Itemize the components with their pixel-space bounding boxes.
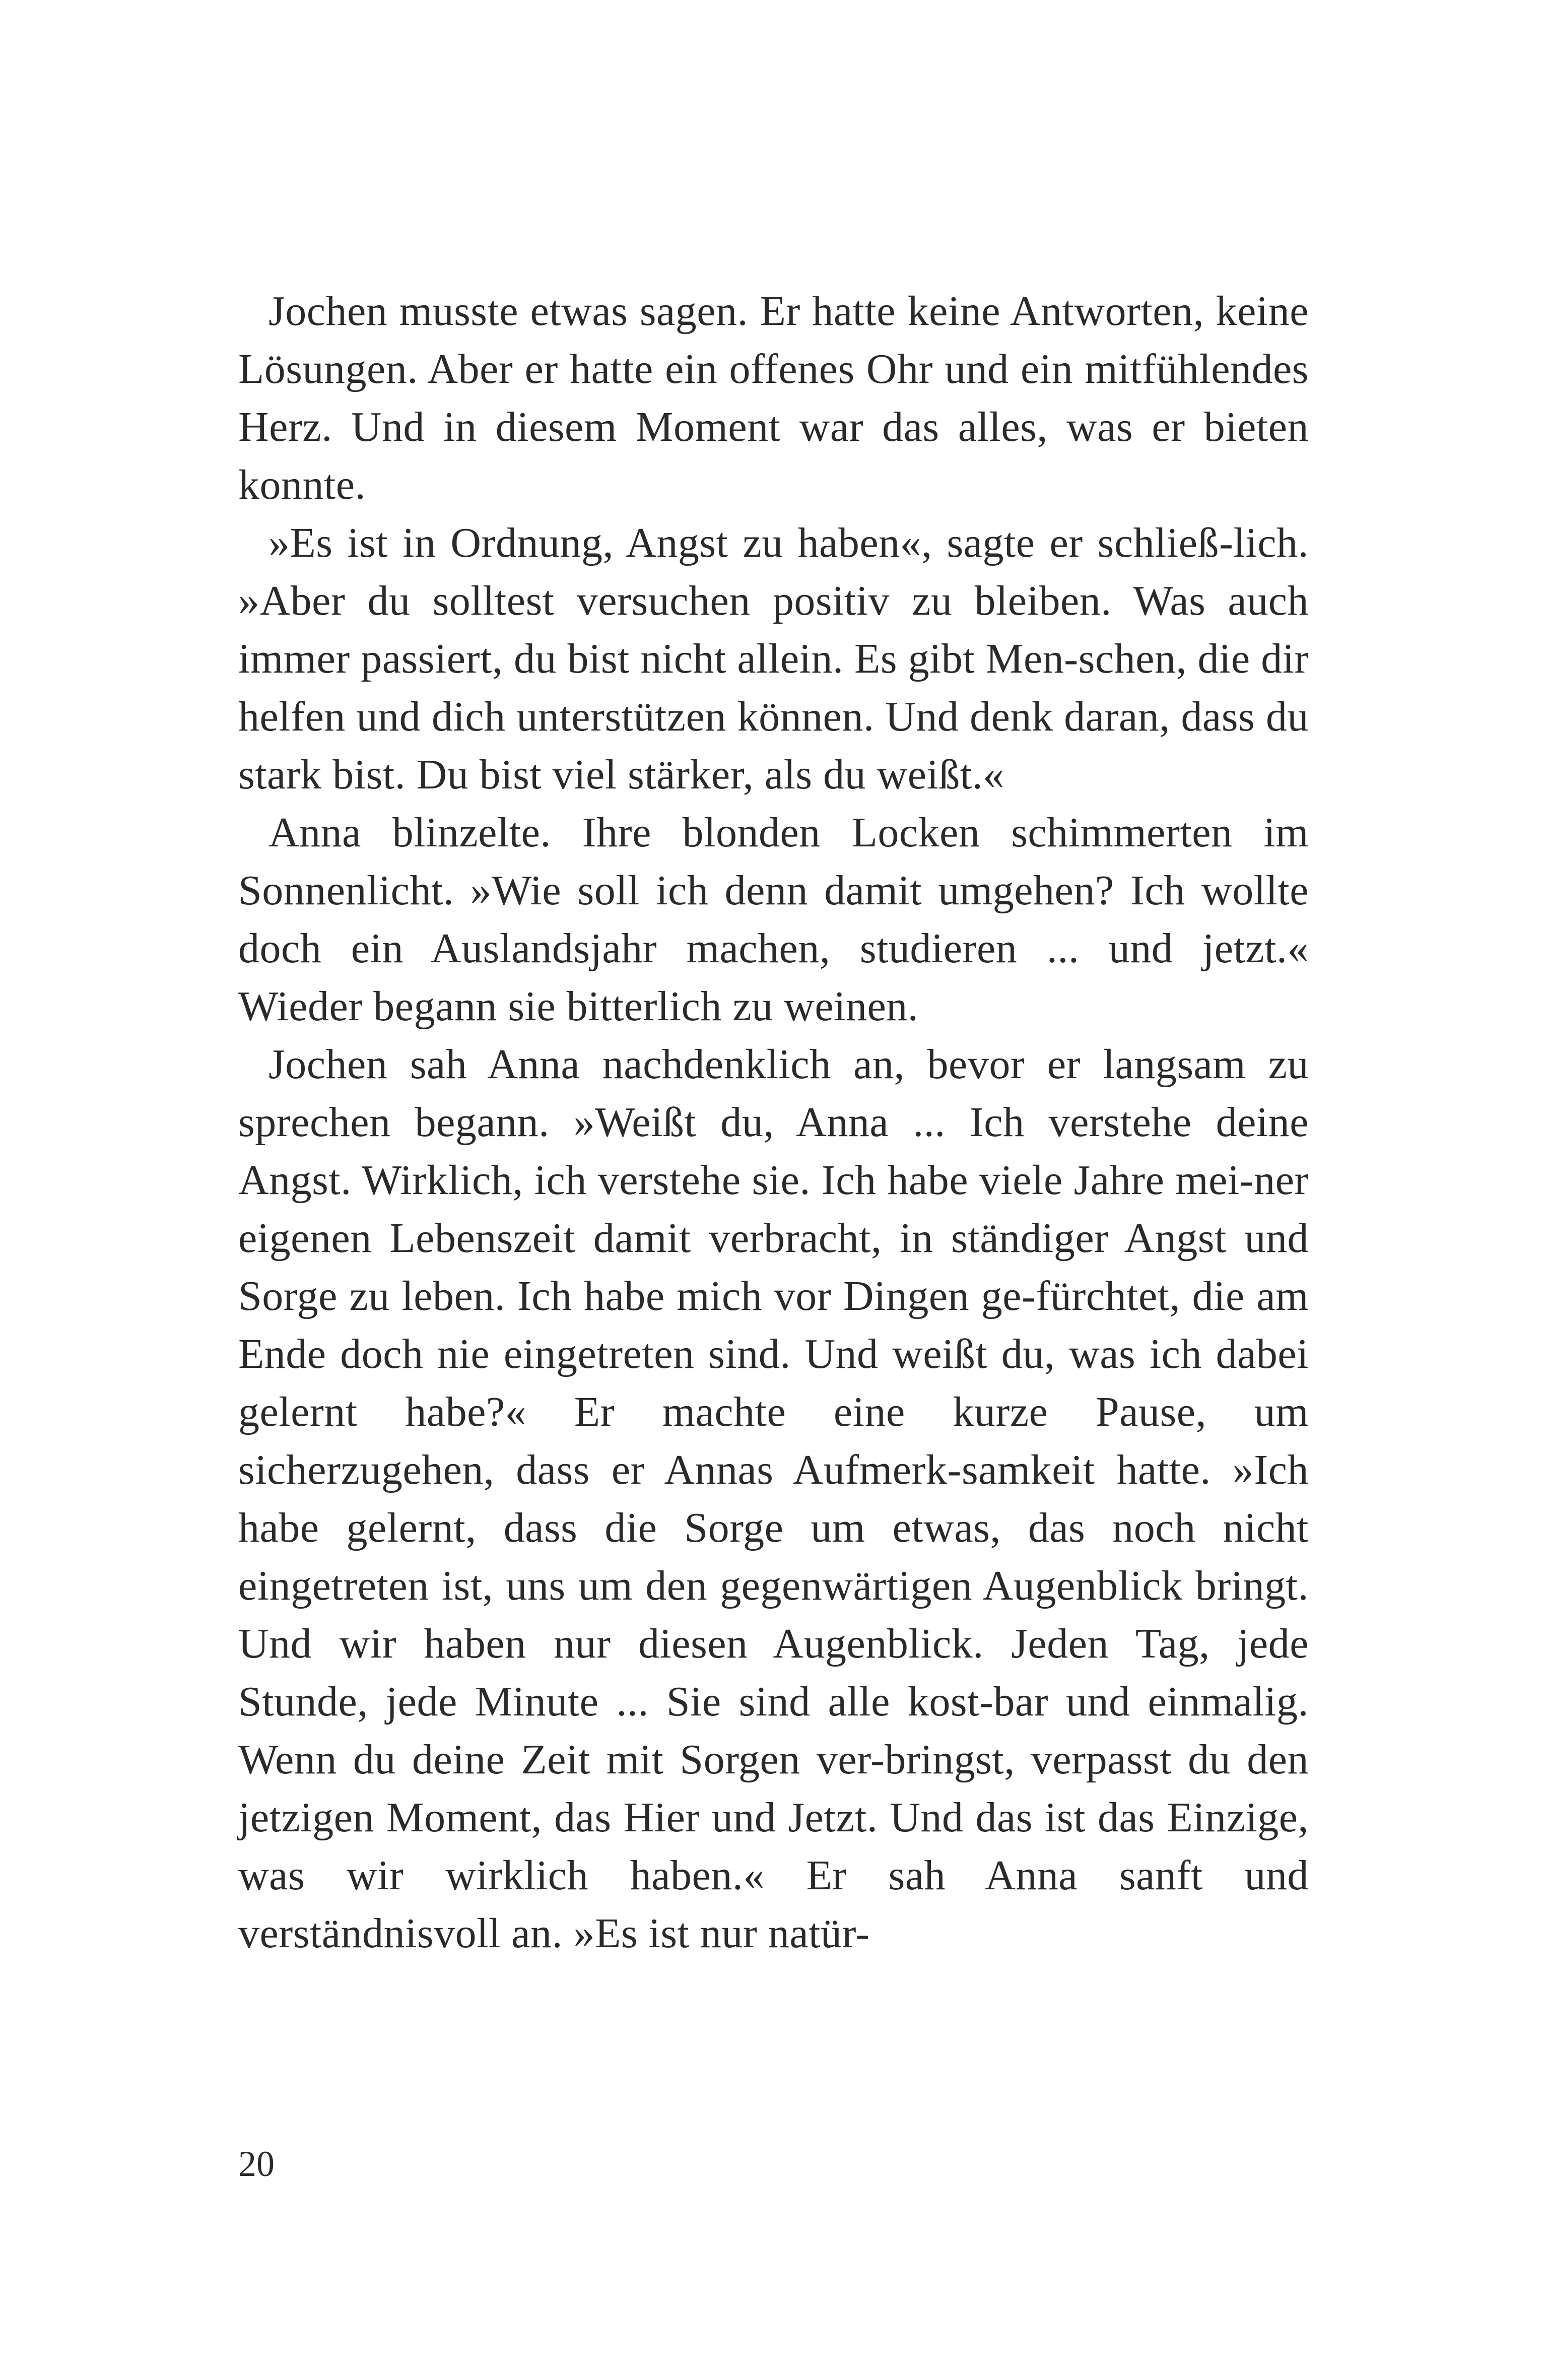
page-number: 20 — [238, 2144, 275, 2184]
paragraph-4: Jochen sah Anna nachdenklich an, bevor er langsam zu sprechen begann. »Weißt du, Anna ... Ich verstehe deine Angst. Wirklich, ich verstehe sie. Ich habe viele Jahre mei-ner eigenen Lebenszeit damit verbracht, in ständiger Angst und Sorge zu leben. Ich habe mich vor Dingen ge-fürchtet, die am Ende doch nie eingetreten sind. Und weißt du, was ich dabei gelernt habe?« Er machte eine kurze Pause, um sicherzugehen, dass er Annas Aufmerk-samkeit hatte. »Ich habe gelernt, dass die Sorge um etwas, das noch nicht eingetreten ist, uns um den gegenwärtigen Augenblick bringt. Und wir haben nur diesen Augenblick. Jeden Tag, jede Stunde, jede Minute ... Sie sind alle kost-bar und einmalig. Wenn du deine Zeit mit Sorgen ver-bringst, verpasst du den jetzigen Moment, das Hier und Jetzt. Und das ist das Einzige, was wir wirklich haben.« Er sah Anna sanft und verständnisvoll an. »Es ist nur natür- — [238, 1041, 1309, 1957]
paragraph-2: »Es ist in Ordnung, Angst zu haben«, sagte er schließ-lich. »Aber du solltest versuchen positiv zu bleiben. Was auch immer passiert, du bist nicht allein. Es gibt Men-schen, die dir helfen und dich unterstützen können. Und denk daran, dass du stark bist. Du bist viel stärker, als du weißt.« — [238, 519, 1309, 798]
body-text — [238, 282, 1309, 1962]
paragraph-3: Anna blinzelte. Ihre blonden Locken schimmerten im Sonnenlicht. »Wie soll ich denn damit umgehen? Ich wollte doch ein Auslandsjahr machen, studieren ... und jetzt.« Wieder begann sie bitterlich zu weinen. — [238, 809, 1309, 1030]
paragraph-1: Jochen musste etwas sagen. Er hatte keine Antworten, keine Lösungen. Aber er hatte ein offenes Ohr und ein mitfühlendes Herz. Und in diesem Moment war das alles, was er bieten konnte. — [238, 288, 1309, 508]
